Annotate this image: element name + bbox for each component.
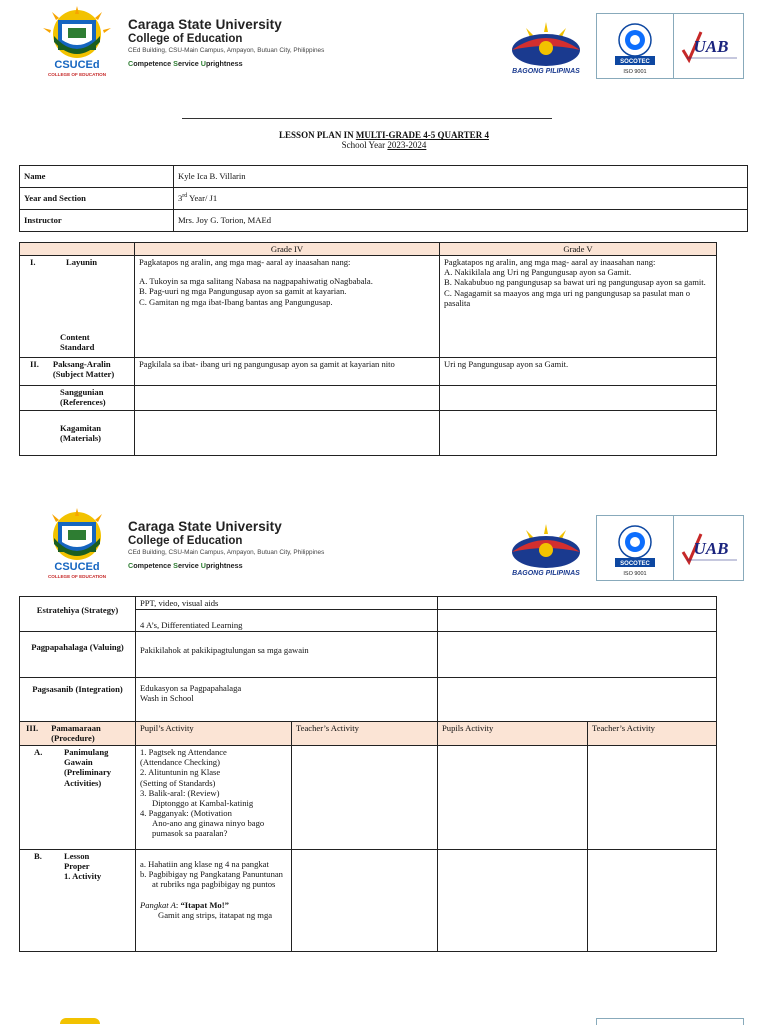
lesson-table-1	[19, 242, 717, 456]
teacher-activity-4-header: Teacher’s Activity	[292, 722, 438, 746]
table-row	[20, 210, 748, 232]
certification-box	[596, 515, 744, 581]
materials-value: PPT, video, visual aids	[136, 597, 438, 610]
year-section-value: 3rd Year/ J1	[174, 188, 748, 210]
name-value: Kyle Ica B. Villarin	[174, 166, 748, 188]
content-standard-label: Content Standard	[60, 332, 95, 353]
materials-label: Kagamitan (Materials)	[20, 411, 135, 456]
integration-label: Pagsasanib (Integration)	[20, 678, 136, 722]
preliminary-activities: 1. Pagtsek ng Attendance (Attendance Checking) 2. Alituntunin ng Klase (Setting of Standards) 3. Balik-aral: (Review) Diptonggo at Kambal-katinig 4. Pagganyak: (Motivation Ano-ano ang ginawa ninyo bago pumasok sa paaralan?	[136, 746, 292, 850]
uab-text: UAB	[693, 37, 729, 56]
grade4-header: Grade IV	[135, 243, 440, 256]
doc-title: LESSON PLAN IN MULTI-GRADE 4-5 QUARTER 4	[279, 130, 489, 140]
objectives-label: I. Layunin	[30, 257, 98, 268]
grade4-subject: Pagkilala sa ibat- ibang uri ng pangungusap ayon sa gamit at kayarian nito	[135, 358, 440, 386]
bagong-pilipinas-logo	[500, 20, 592, 76]
lesson-proper-label: B. Lesson Proper 1. Activity	[20, 850, 136, 952]
instructor-value: Mrs. Joy G. Torion, MAEd	[174, 210, 748, 232]
preliminary-label: A. Panimulang Gawain (Preliminary Activities)	[20, 746, 136, 850]
next-page-logo	[60, 1018, 100, 1024]
info-table	[19, 165, 748, 232]
strategy-value: 4 A’s, Differentiated Learning	[136, 610, 438, 632]
motto: Competence Service Uprightness	[128, 59, 243, 68]
svg-text:CSUCEd: CSUCEd	[54, 561, 100, 573]
instructor-label: Instructor	[20, 210, 174, 232]
svg-text:ISO 9001: ISO 9001	[623, 571, 647, 577]
doc-title-block	[0, 130, 768, 150]
table-row	[20, 358, 717, 386]
svg-text:BAGONG PILIPINAS: BAGONG PILIPINAS	[512, 570, 580, 577]
table-row	[20, 597, 717, 610]
teacher-activity-5-header: Teacher’s Activity	[588, 722, 717, 746]
grade5-header: Grade V	[440, 243, 717, 256]
bagong-text: BAGONG PILIPINAS	[512, 68, 580, 75]
table-row	[20, 850, 717, 952]
table-row	[20, 243, 717, 256]
grade5-subject: Uri ng Pangungusap ayon sa Gamit.	[440, 358, 717, 386]
table-row	[20, 411, 717, 456]
csu-ced-logo	[38, 6, 116, 78]
table-row	[20, 188, 748, 210]
svg-text:COLLEGE OF EDUCATION: COLLEGE OF EDUCATION	[47, 574, 107, 579]
lesson-table-2	[19, 596, 717, 952]
grade5-objectives: Pagkatapos ng aralin, ang mga mag- aaral ay inaasahan nang: A. Nakikilala ang Uri ng Pangungusap ayon sa Gamit. B. Nakabubuo ng pangungusap sa bawat uri ng pangungusap ayon sa gamit. C. Nagagamit sa maayos ang mga uri ng pangungusap sa pasulat man o pasalita	[440, 256, 717, 358]
table-row	[20, 256, 717, 358]
table-row	[20, 678, 717, 722]
valuing-value: Pakikilahok at pakikipagtulungan sa mga gawain	[136, 632, 438, 678]
logo-subtext: COLLEGE OF EDUCATION	[47, 72, 107, 77]
school-year: School Year 2023-2024	[341, 140, 427, 150]
bagong-pilipinas-logo	[500, 522, 592, 578]
csu-ced-logo	[38, 508, 116, 580]
pupil-activity-5-header: Pupils Activity	[438, 722, 588, 746]
socotec-text: SOCOTEC	[620, 59, 650, 65]
table-row	[20, 632, 717, 678]
subject-matter-label: II. Paksang-Aralin (Subject Matter)	[20, 358, 135, 386]
college-name: College of Education	[128, 33, 243, 45]
integration-value: Edukasyon sa Pagpapahalaga Wash in School	[136, 678, 438, 722]
table-row	[20, 166, 748, 188]
university-block: Caraga State University College of Education CEd Building, CSU-Main Campus, Ampayon, Butuan City, Philippines Competence Service Uprightness	[128, 519, 325, 570]
lesson-proper-activities: a. Hahatiin ang klase ng 4 na pangkat b. Pagbibigay ng Pangkatang Panuntunan at rubriks nga pagbibigay ng puntos Pangkat A: “Itapat Mo!” Gamit ang strips, itatapat ng mga	[136, 850, 292, 952]
svg-text:UAB: UAB	[693, 539, 729, 558]
objectives-label-cell	[20, 256, 135, 358]
references-label: Sanggunian (References)	[20, 386, 135, 411]
address: CEd Building, CSU-Main Campus, Ampayon, Butuan City, Philippines	[128, 47, 325, 54]
divider	[182, 118, 552, 119]
year-section-label: Year and Section	[20, 188, 174, 210]
table-row	[20, 386, 717, 411]
valuing-label: Pagpapahalaga (Valuing)	[20, 632, 136, 678]
svg-text:SOCOTEC: SOCOTEC	[620, 561, 650, 567]
grade4-objectives: Pagkatapos ng aralin, ang mga mag- aaral ay inaasahan nang: A. Tukoyin sa mga salitang Nabasa na nagpapahiwatig oNagbabala. B. Pag-uuri ng mga Pangungusap ayon sa gamit at kayarian. C. Gamitan ng mga ibat-Ibang bantas ang Pangungusap.	[135, 256, 440, 358]
table-row	[20, 722, 717, 746]
page-header-2	[0, 502, 768, 582]
table-row	[20, 746, 717, 850]
university-block	[128, 17, 324, 68]
page-header	[0, 0, 768, 80]
certification-logos	[597, 14, 743, 78]
procedure-label: III. Pamamaraan (Procedure)	[20, 722, 136, 746]
certification-box	[596, 13, 744, 79]
name-label: Name	[20, 166, 174, 188]
pupil-activity-4-header: Pupil’s Activity	[136, 722, 292, 746]
university-name: Caraga State University	[128, 17, 282, 32]
strategy-label: Estratehiya (Strategy)	[20, 597, 136, 632]
logo-text: CSUCEd	[54, 59, 100, 71]
iso-text: ISO 9001	[623, 69, 647, 75]
